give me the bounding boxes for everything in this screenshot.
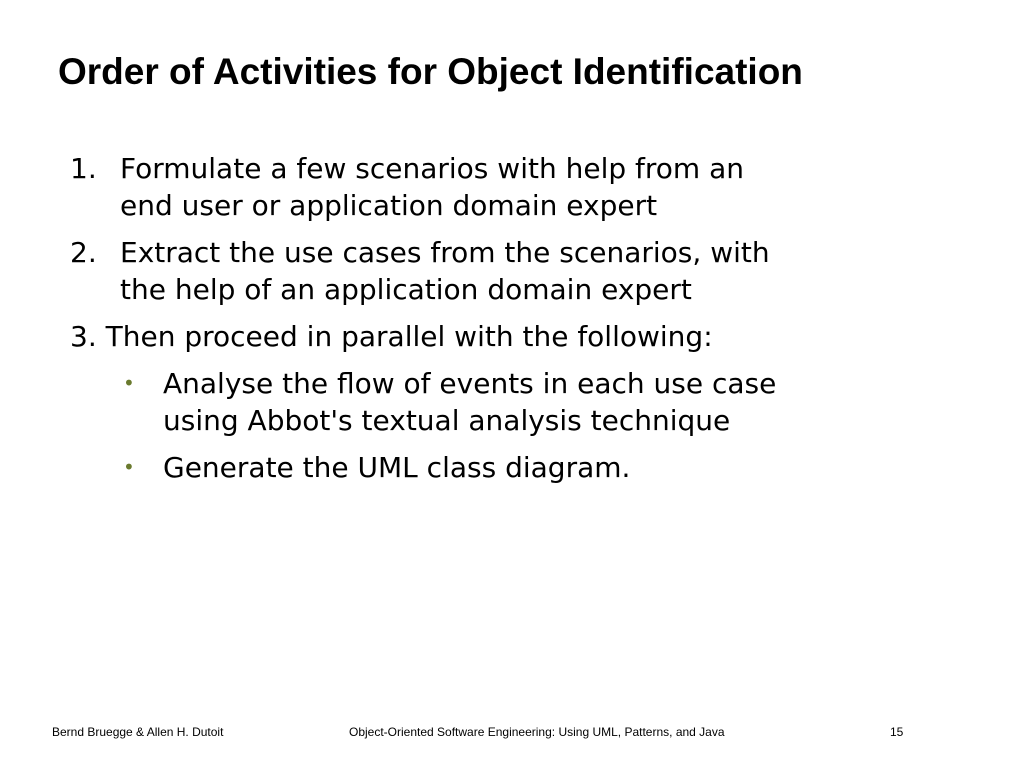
list-item-3-text: Then proceed in parallel with the following: [105,320,713,353]
list-item-2 [70,234,970,308]
list-number-2: 2. [70,236,97,269]
list-item-1-line-2: end user or application domain expert [120,189,658,222]
list-item-1 [70,150,970,224]
bullet-icon: • [123,371,135,395]
sub-item-2 [123,449,970,486]
list-item-2-line-1: Extract the use cases from the scenarios, with [120,236,770,269]
list-number-3: 3. [70,320,97,353]
list-number-1: 1. [70,152,97,185]
footer-page-number: 15 [890,725,904,739]
slide-title: Order of Activities for Object Identification [58,51,803,92]
footer-authors: Bernd Bruegge & Allen H. Dutoit [52,725,224,739]
slide-content [70,150,970,496]
list-item-2-line-2: the help of an application domain expert [120,273,692,306]
footer-book-title: Object-Oriented Software Engineering: Using UML, Patterns, and Java [349,725,725,739]
sub-item-1 [123,365,970,439]
sub-item-1-line-2: using Abbot's textual analysis technique [163,404,731,437]
list-item-3 [70,318,970,355]
bullet-icon: • [123,455,135,479]
list-item-1-line-1: Formulate a few scenarios with help from an [120,152,744,185]
sub-item-1-line-1: Analyse the flow of events in each use case [163,367,777,400]
sub-item-2-line-1: Generate the UML class diagram. [163,451,631,484]
